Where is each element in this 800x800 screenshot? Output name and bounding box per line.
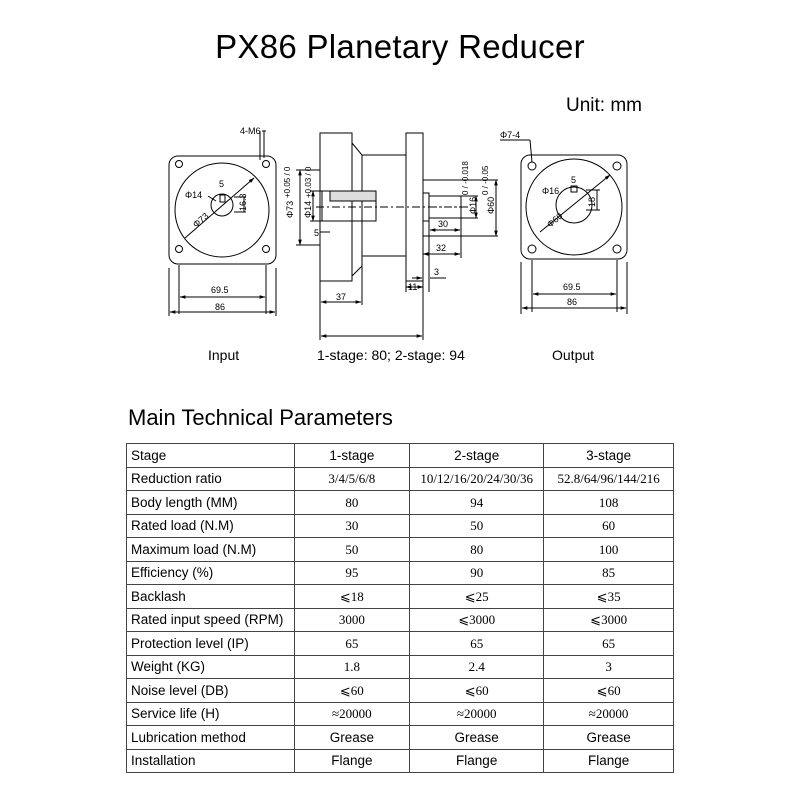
row-label: Backlash — [127, 585, 295, 609]
cell-stage-2: ≈20000 — [410, 702, 544, 726]
cell-stage-3: ⩽35 — [544, 585, 674, 609]
input-flange-outline — [169, 156, 276, 264]
cell-stage-3: Grease — [544, 726, 674, 750]
row-label: Lubrication method — [127, 726, 295, 750]
cell-stage-1: ≈20000 — [294, 702, 410, 726]
input-key-width: 5 — [219, 179, 225, 189]
row-label: Efficiency (%) — [127, 561, 295, 585]
table-row — [127, 467, 674, 491]
output-flange-outline — [521, 155, 627, 259]
cell-stage-2: 80 — [410, 538, 544, 562]
input-bolt-hole — [176, 161, 183, 168]
side-input-bore-label: Φ14 — [303, 200, 313, 218]
table-row — [127, 726, 674, 750]
side-input-spigot-tol: +0.05 / 0 — [283, 166, 292, 198]
cell-stage-2: 10/12/16/20/24/30/36 — [410, 467, 544, 491]
input-width: 86 — [215, 302, 226, 312]
side-input-spigot-label: Φ73 — [285, 200, 295, 218]
cell-stage-2: ⩽60 — [410, 679, 544, 703]
cell-stage-3: 52.8/64/96/144/216 — [544, 467, 674, 491]
cell-stage-3: 108 — [544, 491, 674, 515]
input-bolt-hole — [263, 246, 270, 253]
side-input-bore-tol: +0.03 / 0 — [304, 166, 313, 198]
side-key-length: 30 — [438, 219, 449, 229]
output-width: 86 — [567, 297, 578, 307]
table-row — [127, 561, 674, 585]
cell-stage-1: 3/4/5/6/8 — [294, 467, 410, 491]
row-label: Service life (H) — [127, 702, 295, 726]
row-label: Installation — [127, 749, 295, 773]
output-pilot-label: Φ60 — [544, 210, 565, 230]
side-shaft-length: 32 — [436, 243, 447, 253]
output-key-height: 18 — [587, 196, 597, 207]
side-output-spigot-tol: 0 / -0.05 — [481, 165, 490, 195]
cell-stage-3: Flange — [544, 749, 674, 773]
unit-label: Unit: mm — [566, 95, 642, 116]
output-shaft-label: Φ16 — [542, 186, 560, 196]
row-label: Weight (KG) — [127, 655, 295, 679]
cell-stage-1: 1.8 — [294, 655, 410, 679]
cell-stage-3: 85 — [544, 561, 674, 585]
table-row — [127, 514, 674, 538]
row-label: Noise level (DB) — [127, 679, 295, 703]
table-row — [127, 585, 674, 609]
cell-stage-3: 65 — [544, 632, 674, 656]
side-shaft-label: Φ16 — [468, 196, 478, 214]
row-label: Stage — [127, 444, 295, 468]
cell-stage-1: Grease — [294, 726, 410, 750]
cell-stage-3: ⩽3000 — [544, 608, 674, 632]
input-pcd-label: Φ73 — [190, 210, 211, 230]
cell-stage-3: 100 — [544, 538, 674, 562]
side-shaft-tol: 0 / -0.018 — [461, 161, 470, 195]
cell-stage-2: Flange — [410, 749, 544, 773]
cell-stage-1: ⩽18 — [294, 585, 410, 609]
cell-stage-2: Grease — [410, 726, 544, 750]
cell-stage-1: ⩽60 — [294, 679, 410, 703]
cell-stage-1: 80 — [294, 491, 410, 515]
cell-stage-1: 30 — [294, 514, 410, 538]
page-title: PX86 Planetary Reducer — [215, 28, 585, 65]
side-flange-thickness: 11 — [408, 282, 418, 292]
table-row — [127, 749, 674, 773]
input-bolt-hole — [263, 161, 270, 168]
side-shoulder: 3 — [434, 267, 440, 277]
table-row — [127, 702, 674, 726]
output-bolt-hole — [613, 162, 621, 170]
output-bolt-label: Φ7-4 — [500, 130, 521, 140]
input-key-hatch — [330, 191, 376, 201]
cell-stage-3: 3-stage — [544, 444, 674, 468]
cell-stage-2: 94 — [410, 491, 544, 515]
output-pilot-circle — [526, 159, 622, 255]
cell-stage-2: 50 — [410, 514, 544, 538]
cell-stage-1: Flange — [294, 749, 410, 773]
input-keyway — [220, 195, 225, 202]
cell-stage-1: 65 — [294, 632, 410, 656]
table-row — [127, 491, 674, 515]
row-label: Maximum load (N.M) — [127, 538, 295, 562]
side-key-label: 5 — [314, 228, 320, 238]
table-row — [127, 655, 674, 679]
cell-stage-2: ⩽3000 — [410, 608, 544, 632]
row-label: Body length (MM) — [127, 491, 295, 515]
cell-stage-1: 3000 — [294, 608, 410, 632]
section-title: Main Technical Parameters — [128, 405, 393, 430]
input-bore-label: Φ14 — [185, 190, 203, 200]
row-label: Rated input speed (RPM) — [127, 608, 295, 632]
input-bolt-hole — [176, 246, 183, 253]
row-label: Reduction ratio — [127, 467, 295, 491]
row-label: Protection level (IP) — [127, 632, 295, 656]
output-bolt-hole — [528, 162, 536, 170]
cell-stage-1: 50 — [294, 538, 410, 562]
gearbox-body — [362, 155, 406, 256]
side-output-spigot-label: Φ60 — [486, 196, 496, 214]
input-key-height: 16.3 — [238, 193, 248, 211]
cell-stage-3: ⩽60 — [544, 679, 674, 703]
parameters-table — [126, 443, 674, 773]
side-caption: 1-stage: 80; 2-stage: 94 — [317, 347, 465, 363]
table-row — [127, 608, 674, 632]
cell-stage-2: ⩽25 — [410, 585, 544, 609]
cell-stage-2: 2-stage — [410, 444, 544, 468]
row-label: Rated load (N.M) — [127, 514, 295, 538]
cell-stage-2: 90 — [410, 561, 544, 585]
input-pcd-circle — [175, 163, 269, 257]
cell-stage-2: 2.4 — [410, 655, 544, 679]
side-input-depth: 37 — [336, 292, 347, 302]
table-header-row — [127, 444, 674, 468]
input-caption: Input — [208, 347, 240, 363]
table-row — [127, 679, 674, 703]
output-caption: Output — [552, 347, 595, 363]
table-row — [127, 538, 674, 562]
cell-stage-1: 95 — [294, 561, 410, 585]
input-hole-spacing: 69.5 — [211, 285, 229, 295]
input-chamfer — [352, 143, 362, 276]
cell-stage-3: ≈20000 — [544, 702, 674, 726]
cell-stage-3: 60 — [544, 514, 674, 538]
cell-stage-2: 65 — [410, 632, 544, 656]
cell-stage-1: 1-stage — [294, 444, 410, 468]
table-row — [127, 632, 674, 656]
output-bolt-hole — [528, 245, 536, 253]
output-bolt-hole — [613, 245, 621, 253]
cell-stage-3: 3 — [544, 655, 674, 679]
output-hole-spacing: 69.5 — [563, 282, 581, 292]
output-key-width: 5 — [571, 175, 577, 185]
input-bolt-label: 4-M6 — [240, 126, 261, 136]
